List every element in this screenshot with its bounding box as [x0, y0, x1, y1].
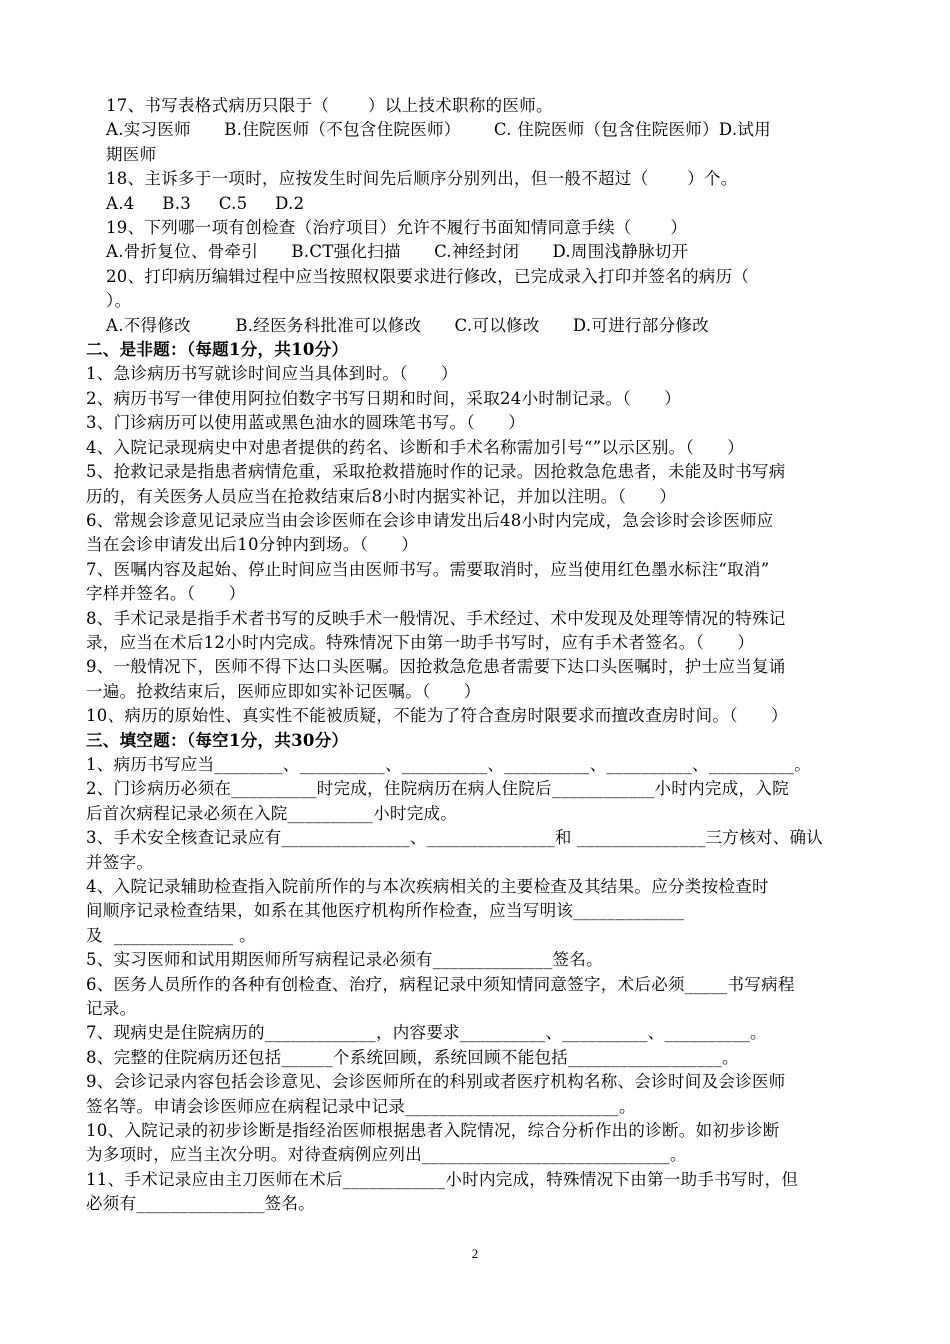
text-line: 6、常规会诊意见记录应当由会诊医师在会诊申请发出后48小时内完成，急会诊时会诊医师应: [86, 510, 774, 530]
text-line: 10、入院记录的初步诊断是指经治医师根据患者入院情况，综合分析作出的诊断。如初步诊断: [86, 1121, 780, 1141]
text-line: 1、急诊病历书写就诊时间应当具体到时。（ ）: [86, 364, 458, 384]
text-line: 必须有_______________签名。: [86, 1194, 316, 1214]
text-line: A.不得修改 B.经医务科批准可以修改 C.可以修改 D.可进行部分修改: [106, 315, 709, 335]
text-line: 后首次病程记录必须在入院__________小时完成。: [86, 803, 458, 823]
text-line: ）。: [106, 291, 132, 311]
text-line: 并签字。: [86, 852, 154, 872]
text-line: 4、入院记录辅助检查指入院前所作的与本次疾病相关的主要检查及其结果。应分类按检查时: [86, 877, 769, 896]
text-line: 录，应当在术后12小时内完成。特殊情况下由第一助手书写时，应有手术者签名。（ ）: [86, 632, 755, 652]
text-line: 7、医嘱内容及起始、停止时间应当由医师书写。需要取消时，应当使用红色墨水标注“取消”: [86, 559, 770, 579]
text-line: 历的，有关医务人员应当在抢救结束后8小时内据实补记，并加以注明。（ ）: [86, 486, 677, 506]
text-line: 9、会诊记录内容包括会诊意见、会诊医师所在的科别或者医疗机构名称、会诊时间及会诊医师: [86, 1072, 786, 1092]
section-heading: 二、是非题：（每题1分，共10分）: [86, 340, 349, 360]
text-line: 17、书写表格式病历只限于（ ）以上技术职称的医师。: [106, 96, 553, 115]
text-line: 6、医务人员所作的各种有创检查、治疗，病程记录中须知情同意签字，术后必须_____书写病程: [86, 974, 795, 994]
text-line: 7、现病史是住院病历的_____________，内容要求__________、__________、__________。: [86, 1023, 767, 1043]
text-line: A.实习医师 B.住院医师（不包含住院医师） C. 住院医师（包含住院医师）D.试用: [106, 120, 771, 140]
text-line: 间顺序记录检查结果，如系在其他医疗机构所作检查，应当写明该_____________: [86, 901, 685, 921]
text-line: 期医师: [106, 144, 157, 164]
text-line: 1、病历书写应当________、__________、__________、__________、__________、__________。: [86, 754, 812, 774]
text-line: 8、手术记录是指手术者书写的反映手术一般情况、手术经过、术中发现及处理等情况的特殊记: [86, 608, 786, 628]
text-line: 字样并签名。（ ）: [86, 584, 246, 604]
text-line: 记录。: [86, 999, 137, 1019]
text-line: 11、手术记录应由主刀医师在术后____________小时内完成，特殊情况下由第一助手书写时，但: [86, 1169, 799, 1189]
text-line: 一遍。抢救结束后，医师应即如实补记医嘱。（ ）: [86, 681, 481, 701]
text-line: 3、手术安全核查记录应有_______________、_______________和 _______________三方核对、确认: [86, 828, 824, 848]
text-line: 2、门诊病历必须在__________时完成，住院病历在病人住院后____________小时内完成，入院: [86, 779, 789, 799]
text-line: 2、病历书写一律使用阿拉伯数字书写日期和时间，采取24小时制记录。（ ）: [86, 388, 682, 408]
text-line: 4、入院记录现病史中对患者提供的药名、诊断和手术名称需加引号“”以示区别。（ ）: [86, 437, 745, 457]
text-line: 为多项时，应当主次分明。对待查病例应列出_____________________________。: [86, 1145, 687, 1165]
text-line: 5、实习医师和试用期医师所写病程记录必须有______________签名。: [86, 950, 603, 970]
text-line: 20、打印病历编辑过程中应当按照权限要求进行修改，已完成录入打印并签名的病历（: [106, 266, 750, 286]
section-heading: 三、填空题：（每空1分，共30分）: [86, 730, 349, 750]
text-line: 9、一般情况下，医师不得下达口头医嘱。因抢救急危患者需要下达口头医嘱时，护士应当复诵: [86, 657, 786, 677]
text-line: 5、抢救记录是指患者病情危重，采取抢救措施时作的记录。因抢救急危患者，未能及时书写病: [86, 462, 786, 482]
text-line: 当在会诊申请发出后10分钟内到场。（ ）: [86, 535, 419, 555]
page-number: 2: [471, 1246, 479, 1261]
text-line: 签名等。申请会诊医师应在病程记录中记录_________________________。: [86, 1096, 636, 1116]
text-line: 18、主诉多于一项时，应按发生时间先后顺序分别列出，但一般不超过（ ）个。: [106, 169, 738, 189]
text-line: A.4 B.3 C.5 D.2: [106, 193, 305, 213]
text-line: 19、下列哪一项有创检查（治疗项目）允许不履行书面知情同意手续（ ）: [106, 218, 688, 238]
exam-page-body: [86, 94, 866, 1217]
text-line: 10、病历的原始性、真实性不能被质疑，不能为了符合查房时限要求而擅改查房时间。（ ）: [86, 706, 788, 726]
text-line: 及 ______________ 。: [86, 925, 256, 945]
text-line: 8、完整的住院病历还包括______个系统回顾，系统回顾不能包括__________________。: [86, 1047, 739, 1067]
text-line: A.骨折复位、骨牵引 B.CT强化扫描 C.神经封闭 D.周围浅静脉切开: [106, 242, 689, 262]
text-line: 3、门诊病历可以使用蓝或黑色油水的圆珠笔书写。（ ）: [86, 413, 526, 433]
